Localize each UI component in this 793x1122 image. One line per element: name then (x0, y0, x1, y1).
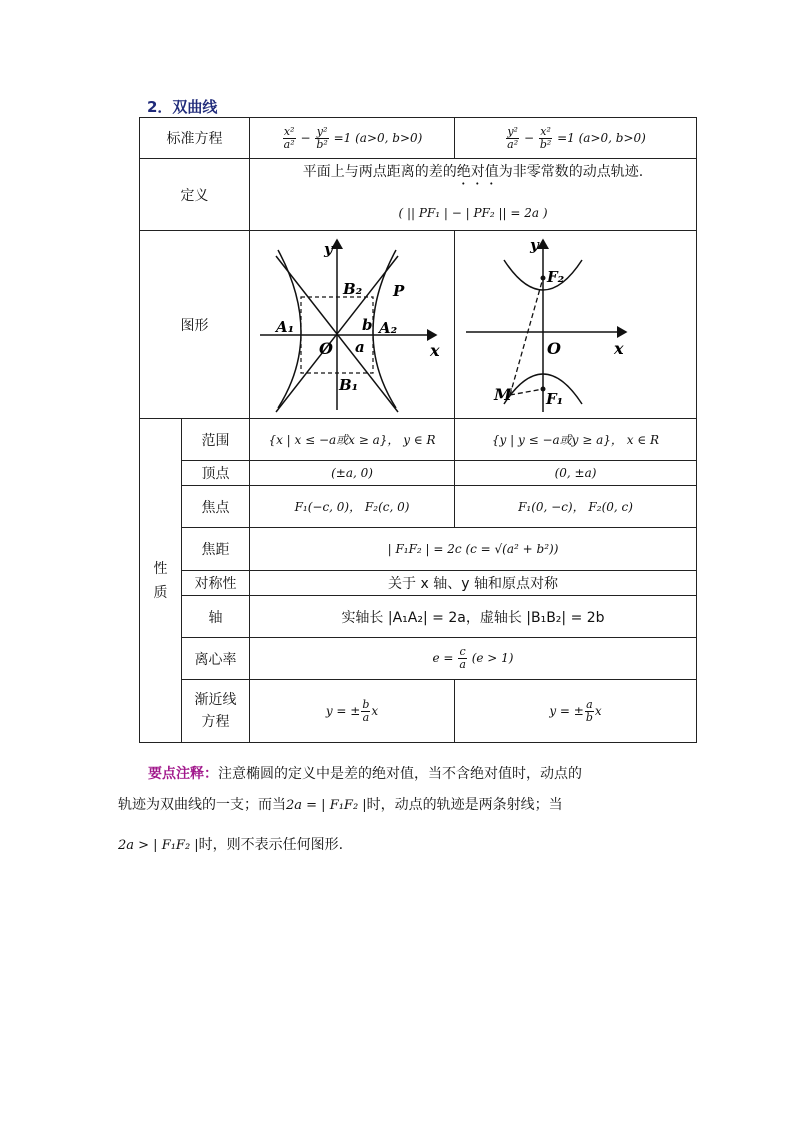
label-x-axis: x (613, 338, 624, 358)
row-focal-distance (140, 528, 697, 571)
label-y-axis: y (529, 235, 539, 254)
standard-eq-1: $\frac{\text{x²}}{\text{a²}}$ − $\frac{\text{y²}}{\text{b²}}$ =1 (a>0, b>0) (250, 118, 455, 159)
row-focus (140, 486, 697, 528)
range-1: {x | x ≤ −a或x ≥ a}， y ∈ R (250, 419, 455, 461)
diagram-horizontal-hyperbola (252, 232, 452, 414)
label-B1: B₁ (339, 375, 359, 394)
row-symmetry (140, 571, 697, 596)
label-figure: 图形 (140, 231, 250, 419)
label-vertex: 顶点 (182, 461, 250, 486)
label-focus: 焦点 (182, 486, 250, 528)
note-line-3: 2a > | F₁F₂ |时，则不表示任何图形. (118, 837, 344, 853)
hyperbola-table (139, 117, 697, 743)
label-M: M (493, 384, 512, 404)
row-figure (140, 231, 697, 419)
label-A2: A₂ (379, 318, 398, 337)
asymptote-1: y = ± $\frac{b}{a}$ x (250, 680, 455, 743)
vertex-1: (±a, 0) (250, 461, 455, 486)
figure-horizontal-hyperbola (250, 231, 455, 419)
note-line-1: 要点注释：注意椭圆的定义中是差的绝对值，当不含绝对值时，动点的 (148, 766, 582, 782)
label-eccentricity: 离心率 (182, 638, 250, 680)
label-a: a (355, 337, 365, 356)
focal-distance: | F₁F₂ | = 2c (c = √(a² + b²)) (250, 528, 697, 571)
eccentricity: e = $\frac{c}{a}$ (e > 1) (250, 638, 697, 680)
label-range: 范围 (182, 419, 250, 461)
label-b: b (362, 315, 373, 334)
definition-cell (250, 159, 697, 231)
focus-1: F₁(−c, 0)， F₂(c, 0) (250, 486, 455, 528)
row-asymptote (140, 680, 697, 743)
vertex-2: (0, ±a) (455, 461, 697, 486)
row-standard-equation (140, 118, 697, 159)
definition-text: 平面上与两点距离的差的绝对值为非零常数的动点轨迹. (302, 164, 644, 180)
row-range (140, 419, 697, 461)
label-definition: 定义 (140, 159, 250, 231)
label-origin: O (319, 338, 333, 358)
label-y-axis: y (324, 239, 333, 258)
range-2: {y | y ≤ −a或y ≥ a}， x ∈ R (455, 419, 697, 461)
label-focal-distance: 焦距 (182, 528, 250, 571)
label-axis: 轴 (182, 596, 250, 638)
row-definition (140, 159, 697, 231)
label-F2: F₂ (546, 267, 564, 286)
note-line-2: 轨迹为双曲线的一支；而当2a = | F₁F₂ |时，动点的轨迹是两条射线；当 (118, 797, 563, 813)
label-x-axis: x (430, 340, 440, 360)
note-key: 要点注释： (148, 766, 218, 782)
label-P: P (393, 281, 405, 300)
section-heading: 2．双曲线 (147, 98, 218, 116)
row-vertex (140, 461, 697, 486)
axis-lengths: 实轴长 |A₁A₂| = 2a，虚轴长 |B₁B₂| = 2b (250, 596, 697, 638)
diagram-vertical-hyperbola (458, 232, 694, 414)
asymptote-2: y = ± $\frac{a}{b}$ x (455, 680, 697, 743)
label-B2: B₂ (343, 279, 363, 298)
label-F1: F₁ (545, 389, 563, 408)
symmetry: 关于 x 轴、y 轴和原点对称 (250, 571, 697, 596)
label-symmetry: 对称性 (182, 571, 250, 596)
figure-vertical-hyperbola (455, 231, 697, 419)
definition-formula: ( || PF₁ | − | PF₂ || = 2a ) (398, 206, 548, 220)
standard-eq-2: $\frac{\text{y²}}{\text{a²}}$ − $\frac{\text{x²}}{\text{b²}}$ =1 (a>0, b>0) (455, 118, 697, 159)
label-origin: O (546, 338, 561, 358)
label-standard-equation: 标准方程 (140, 118, 250, 159)
label-properties: 性 质 (140, 419, 182, 743)
label-asymptote: 渐近线方程 (182, 680, 250, 743)
row-eccentricity (140, 638, 697, 680)
focus-2: F₁(0, −c)， F₂(0, c) (455, 486, 697, 528)
row-axis (140, 596, 697, 638)
label-A1: A₁ (276, 317, 295, 336)
